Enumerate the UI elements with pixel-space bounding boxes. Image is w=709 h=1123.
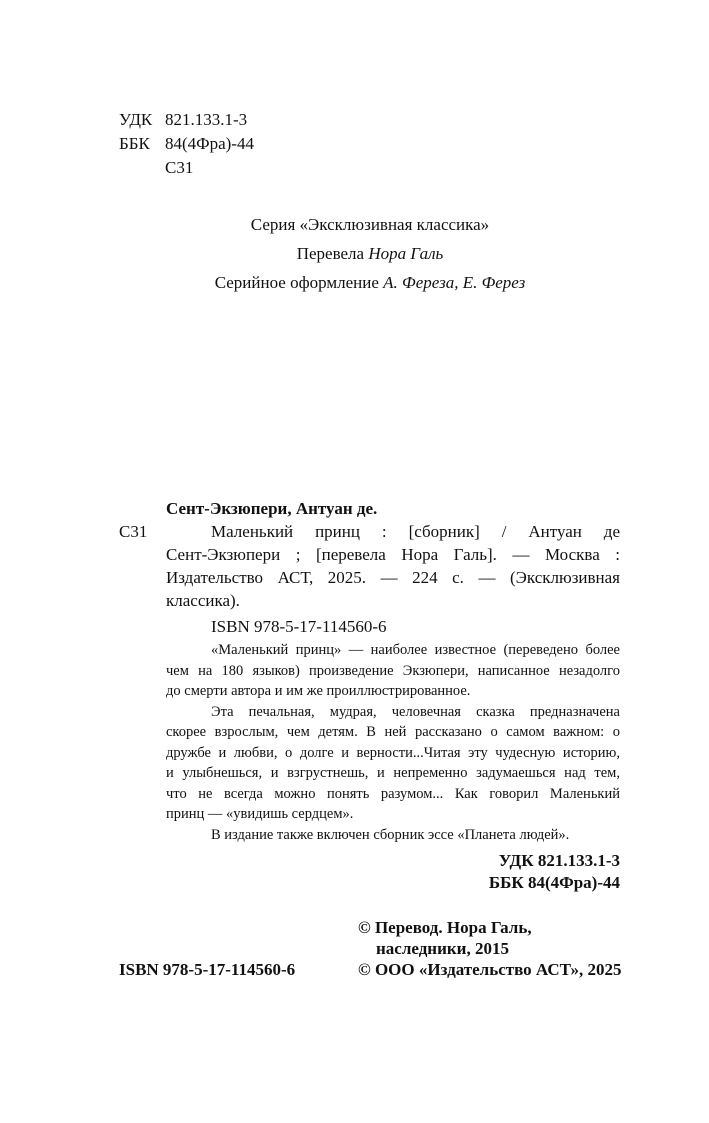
codes-block (400, 850, 620, 894)
translator-prefix: Перевела (296, 244, 369, 263)
author-mark: С31 (165, 158, 194, 177)
series-line: Серия «Эксклюзивная классика» (250, 215, 490, 234)
annotation-line: скорее взрослым, чем детям. В ней рассказано о самом важном: о (166, 724, 620, 740)
udk-label: УДК (119, 110, 153, 129)
annotation-line: «Маленький принц» — наиболее известное (переведено более (211, 642, 620, 658)
annotation-line: В издание также включен сборник эссе «Планета людей». (211, 826, 570, 843)
udk-code: УДК 821.133.1-3 (498, 851, 620, 870)
catalog-description (166, 520, 620, 612)
bbk-label: ББК (119, 134, 150, 153)
design-line (90, 268, 650, 297)
design-prefix: Серийное оформление (214, 273, 384, 292)
bbk-row (119, 132, 254, 156)
catalog-line: классика). (166, 591, 240, 610)
design-names: А. Фереза, Е. Ферез (383, 273, 526, 292)
udk-row (119, 108, 254, 132)
copyright-line: © Перевод. Нора Галь, (358, 918, 532, 937)
catalog-isbn: ISBN 978-5-17-114560-6 (211, 617, 387, 636)
annotation-line: Эта печальная, мудрая, человечная сказка предназначена (211, 703, 620, 720)
translator-name: Нора Галь (368, 244, 444, 263)
catalog-line: Издательство АСТ, 2025. — 224 с. — (Эксклюзивная (166, 568, 620, 587)
annotation-line: чем на 180 языков) произведение Экзюпери, написанное незадолго (166, 662, 620, 679)
annotation-paragraph (166, 825, 620, 846)
annotation-line: до смерти автора и им же проиллюстрированное. (166, 683, 471, 699)
classification-block (119, 108, 254, 180)
catalog-heading: Сент-Экзюпери, Антуан де. (166, 499, 378, 518)
annotation-paragraph (166, 640, 620, 702)
catalog-line: Сент-Экзюпери ; [перевела Нора Галь]. — Москва : (166, 545, 620, 564)
catalog-author-mark: С31 (119, 522, 148, 541)
annotation-paragraph (166, 702, 620, 825)
author-mark-row (119, 156, 254, 180)
copyright-line: наследники, 2015 (376, 939, 509, 958)
annotation-line: принц — «увидишь сердцем». (166, 806, 354, 822)
catalog-line: Маленький принц : [сборник] / Антуан де (211, 522, 620, 541)
annotation-line: дружбе и любви, о долге и верности...Читая эту чудесную историю, (166, 744, 620, 761)
credits-block (90, 210, 650, 297)
bbk-code: ББК 84(4Фра)-44 (488, 873, 620, 892)
copyright-block (358, 917, 622, 980)
copyright-line: © ООО «Издательство АСТ», 2025 (358, 960, 622, 979)
footer-isbn: ISBN 978-5-17-114560-6 (119, 960, 296, 979)
udk-value: 821.133.1-3 (165, 110, 248, 129)
annotation-block (166, 640, 620, 845)
translator-line (90, 239, 650, 268)
bbk-value: 84(4Фра)-44 (165, 134, 254, 153)
annotation-line: что не всегда можно понять разумом... Как говорил Маленький (166, 785, 620, 802)
annotation-line: и улыбнешься, и взгрустнешь, и непременно задумаешься над тем, (166, 765, 620, 781)
